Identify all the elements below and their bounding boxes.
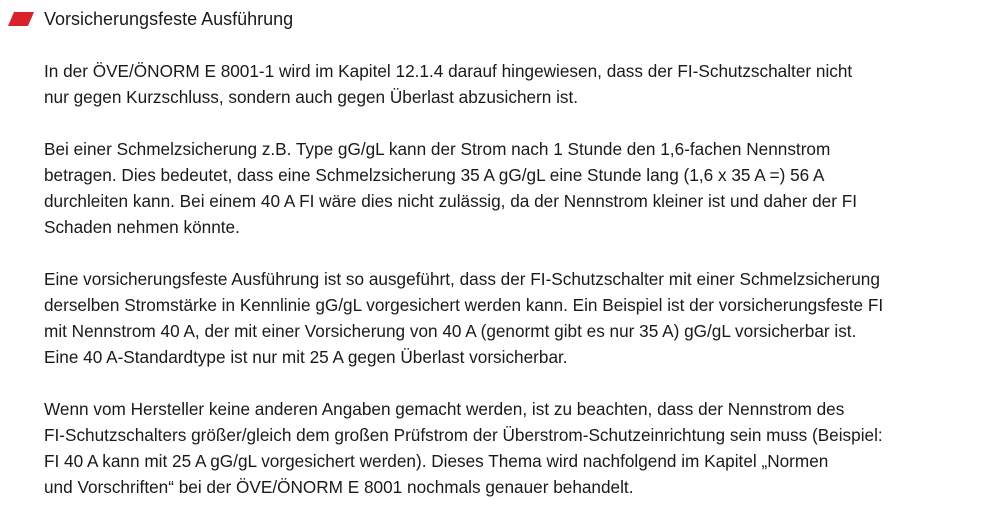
section-body [44,58,984,526]
section-heading-row [8,6,293,32]
section-heading: Vorsicherungsfeste Ausführung [44,9,294,29]
red-bullet-icon [8,12,34,26]
paragraph-fuse-proof-design: Eine vorsicherungsfeste Ausführung ist so ausgeführt, dass der FI-Schutzschalter mit einer Schmelzsicherung derselben Stromstärke in Kennlinie gG/gL vorgesichert werden kann. Ein Beispiel ist der vorsicherungsfeste FI mit Nennstrom 40 A, der mit einer Vorsicherung von 40 A (genormt gibt es nur 35 A) gG/gL vorsicherbar ist. Eine 40 A-Standardtype ist nur mit 25 A gegen Überlast vorsicherbar. [44,269,884,367]
paragraph-fuse-example: Bei einer Schmelzsicherung z.B. Type gG/gL kann der Strom nach 1 Stunde den 1,6-fachen Nennstrom betragen. Dies bedeutet, dass eine Schmelzsicherung 35 A gG/gL eine Stunde lang (1,6 x 35 A =) 56 A durchleiten kann. Bei einem 40 A FI wäre dies nicht zulässig, da der Nennstrom kleiner ist und daher der FI Schaden nehmen könnte. [44,139,858,237]
paragraph-overload-protection: In der ÖVE/ÖNORM E 8001-1 wird im Kapitel 12.1.4 darauf hingewiesen, dass der FI-Schutzschalter nicht nur gegen Kurzschluss, sondern auch gegen Überlast abzusichern ist. [44,61,853,107]
paragraph-manufacturer-note: Wenn vom Hersteller keine anderen Angaben gemacht werden, ist zu beachten, dass der Nennstrom des FI-Schutzschalters größer/gleich dem großen Prüfstrom der Überstrom-Schutzeinrichtung sein muss (Beispiel: FI 40 A kann mit 25 A gG/gL vorgesichert werden). Dieses Thema wird nachfolgend im Kapitel „Normen und Vorschriften“ bei der ÖVE/ÖNORM E 8001 nochmals genauer behandelt. [44,399,883,497]
parallelogram-bullet-shape [8,12,34,26]
